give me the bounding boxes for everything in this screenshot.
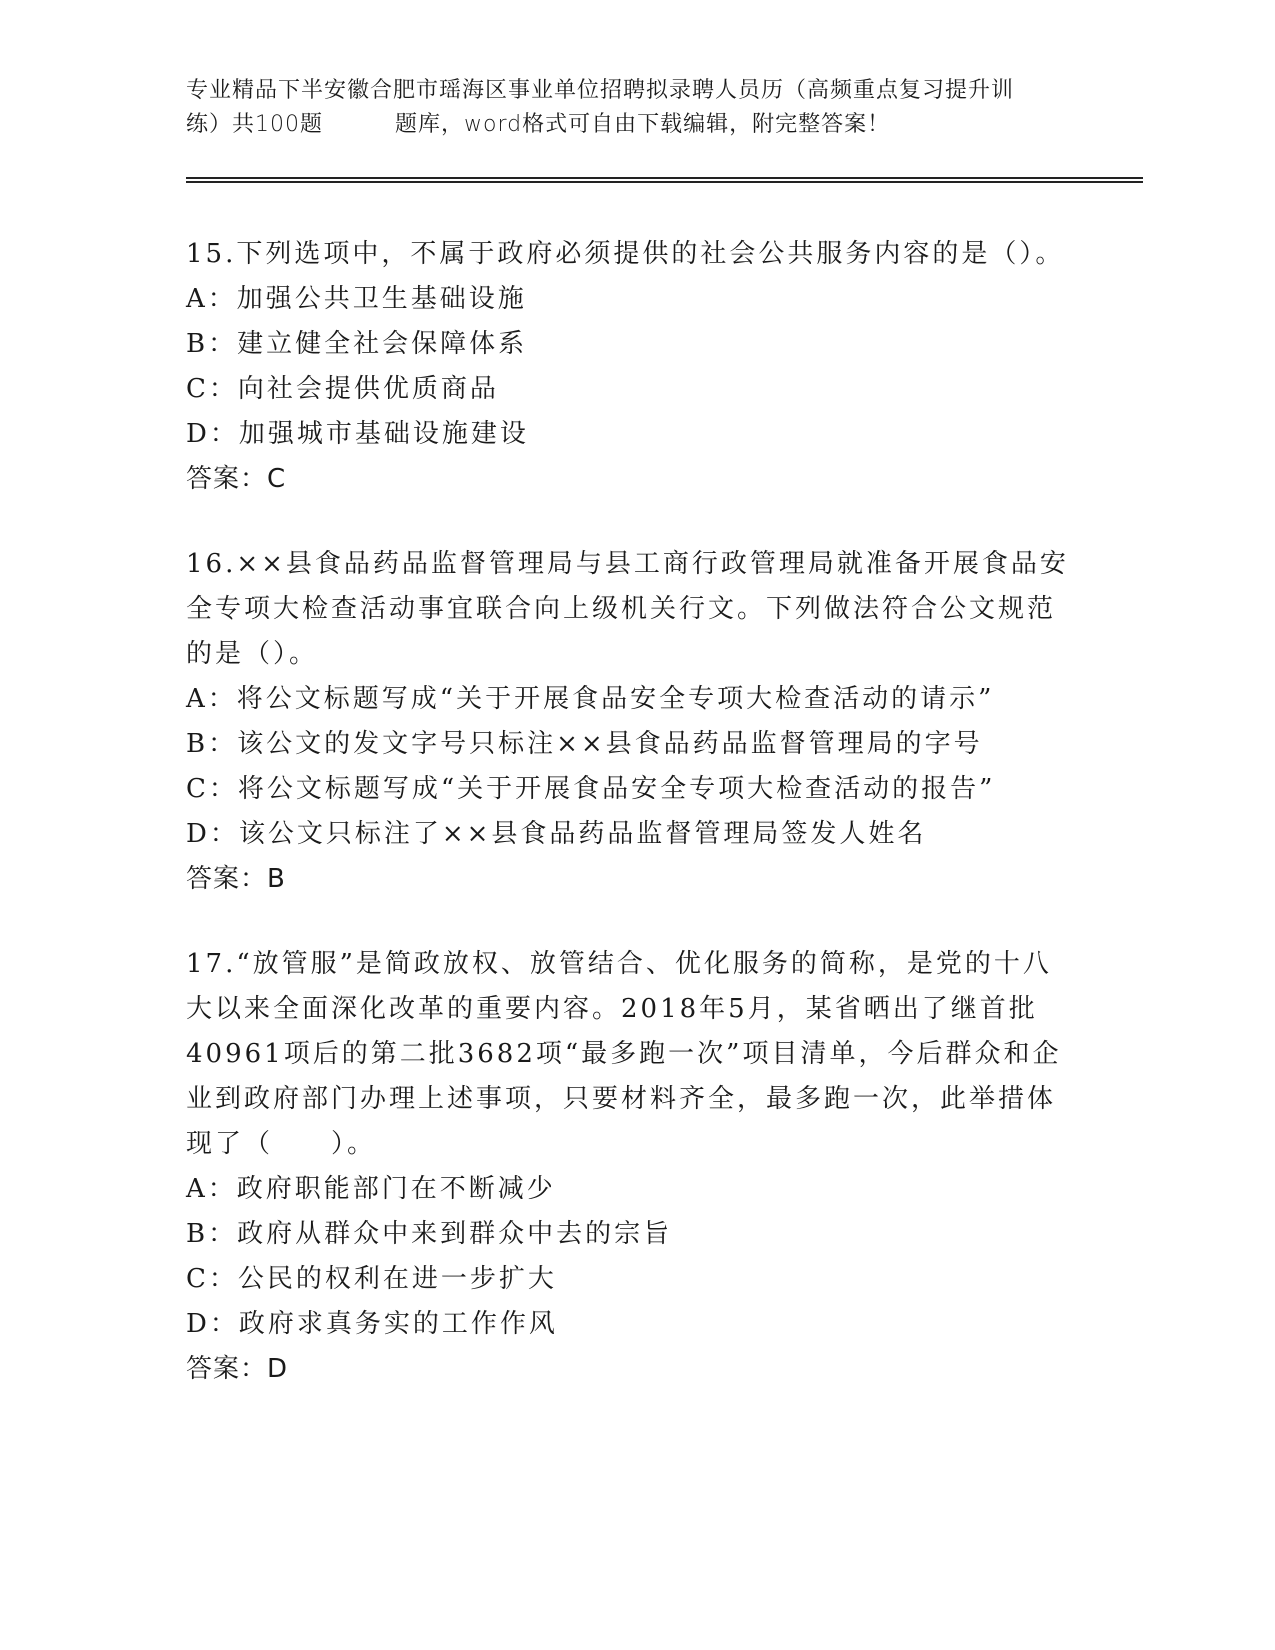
header-line-2-right: 题库，word格式可自由下载编辑，附完整答案！ — [395, 112, 891, 137]
option-b: B：该公文的发文字号只标注××县食品药品监督管理局的字号 — [186, 729, 983, 759]
question-16 — [186, 542, 1086, 902]
question-stem-line-1: 17.“放管服”是简政放权、放管结合、优化服务的简称，是党的十八 — [186, 949, 1052, 979]
question-stem-line-4: 业到政府部门办理上述事项，只要材料齐全，最多跑一次，此举措体 — [186, 1084, 1057, 1114]
option-c: C：将公文标题写成“关于开展食品安全专项大检查活动的报告” — [186, 774, 996, 804]
answer: 答案：C — [186, 464, 287, 494]
question-list — [186, 232, 1086, 1432]
question-stem-line-3: 的是（）。 — [186, 639, 319, 669]
option-d: D：该公文只标注了××县食品药品监督管理局签发人姓名 — [186, 819, 927, 849]
header-line-2 — [186, 108, 1086, 142]
answer: 答案：B — [186, 864, 286, 894]
option-a: A：政府职能部门在不断减少 — [186, 1174, 556, 1204]
option-b: B：政府从群众中来到群众中去的宗旨 — [186, 1219, 673, 1249]
option-a: A：将公文标题写成“关于开展食品安全专项大检查活动的请示” — [186, 684, 995, 714]
header-line-1: 专业精品下半安徽合肥市瑶海区事业单位招聘拟录聘人员历（高频重点复习提升训 — [186, 78, 1015, 103]
option-d: D：政府求真务实的工作作风 — [186, 1309, 558, 1339]
header-line-2-left: 练）共100题 — [186, 112, 323, 137]
question-stem-line-3: 40961项后的第二批3682项“最多跑一次”项目清单，今后群众和企 — [186, 1039, 1062, 1069]
question-stem-line-5: 现了（ ）。 — [186, 1129, 377, 1159]
header-divider-top — [186, 177, 1143, 179]
option-c: C：向社会提供优质商品 — [186, 374, 499, 404]
question-stem: 15.下列选项中，不属于政府必须提供的社会公共服务内容的是（）。 — [186, 239, 1065, 269]
answer: 答案：D — [186, 1354, 289, 1384]
document-header — [186, 74, 1086, 142]
option-c: C：公民的权利在进一步扩大 — [186, 1264, 557, 1294]
option-b: B：建立健全社会保障体系 — [186, 329, 528, 359]
header-divider-bottom — [186, 181, 1143, 183]
question-stem-line-2: 大以来全面深化改革的重要内容。2018年5月，某省晒出了继首批 — [186, 994, 1038, 1024]
question-stem-line-1: 16.××县食品药品监督管理局与县工商行政管理局就准备开展食品安 — [186, 549, 1069, 579]
question-15 — [186, 232, 1086, 502]
option-d: D：加强城市基础设施建设 — [186, 419, 529, 449]
option-a: A：加强公共卫生基础设施 — [186, 284, 527, 314]
question-stem-line-2: 全专项大检查活动事宜联合向上级机关行文。下列做法符合公文规范 — [186, 594, 1057, 624]
question-17 — [186, 942, 1086, 1392]
